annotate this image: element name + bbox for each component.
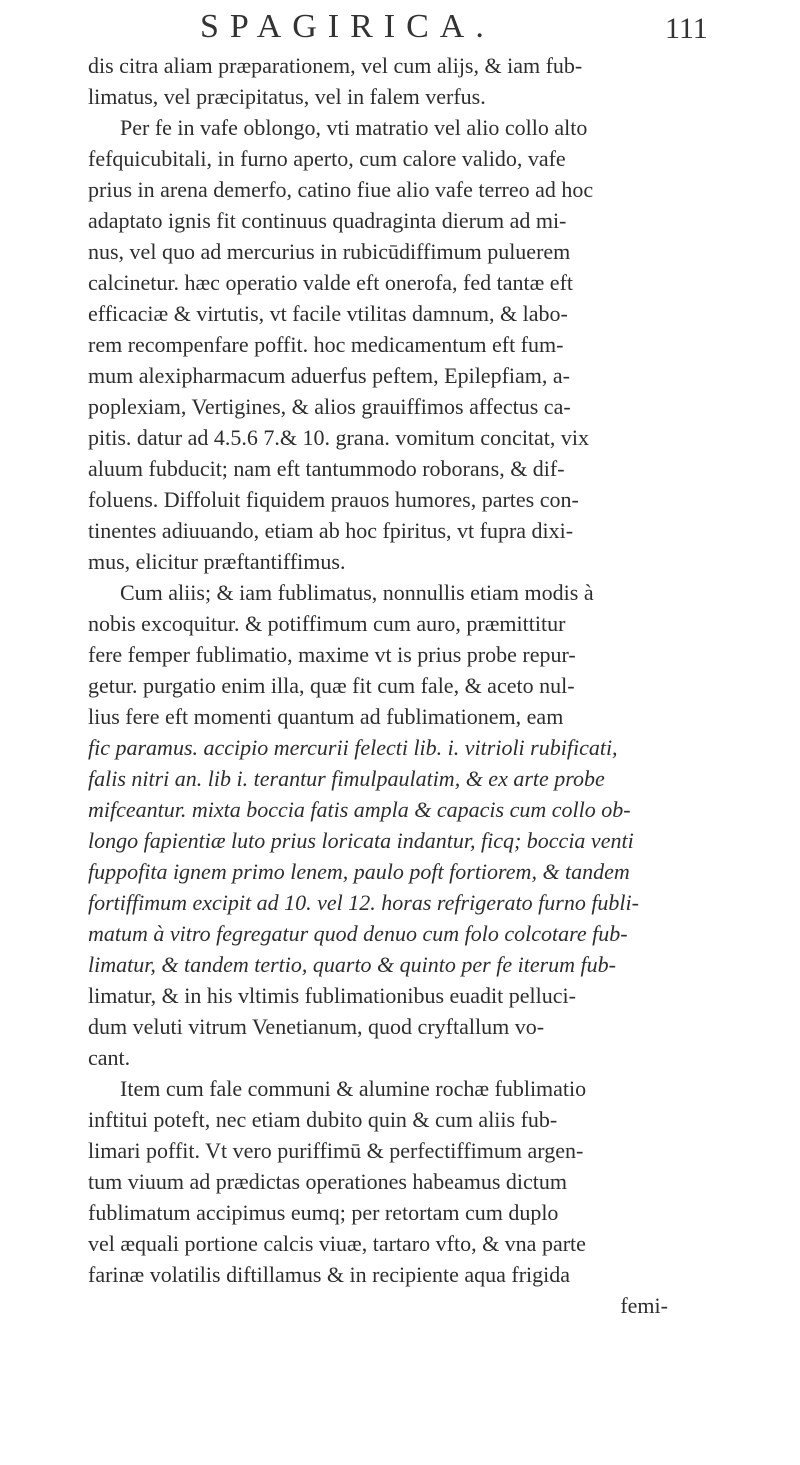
text-line: efficaciæ & virtutis, vt facile vtilitas damnum, & labo- bbox=[88, 301, 568, 326]
text-line: limatur, & in his vltimis fublimationibus euadit pelluci- bbox=[88, 983, 576, 1008]
text-line: mus, elicitur præftantiffimus. bbox=[88, 549, 346, 574]
page-number: 111 bbox=[665, 12, 708, 45]
page-body bbox=[88, 50, 708, 1321]
text-line: vel æquali portione calcis viuæ, tartaro vfto, & vna parte bbox=[88, 1231, 586, 1256]
text-line: dum veluti vitrum Venetianum, quod cryftallum vo- bbox=[88, 1014, 545, 1039]
text-line: fic paramus. accipio mercurii felecti lib. i. vitrioli rubificati, bbox=[88, 735, 618, 760]
text-line: limari poffit. Vt vero puriffimū & perfectiffimum argen- bbox=[88, 1138, 584, 1163]
text-line: limatus, vel præcipitatus, vel in falem verfus. bbox=[88, 84, 486, 109]
text-line: pitis. datur ad 4.5.6 7.& 10. grana. vomitum concitat, vix bbox=[88, 425, 590, 450]
text-line: fublimatum accipimus eumq; per retortam cum duplo bbox=[88, 1200, 559, 1225]
text-line: inftitui poteft, nec etiam dubito quin & cum aliis fub- bbox=[88, 1107, 558, 1132]
text-line: nobis excoquitur. & potiffimum cum auro, præmittitur bbox=[88, 611, 566, 636]
text-line: lius fere eft momenti quantum ad fublimationem, eam bbox=[88, 704, 564, 729]
text-line: fefquicubitali, in furno aperto, cum calore valido, vafe bbox=[88, 146, 566, 171]
text-line: farinæ volatilis diftillamus & in recipiente aqua frigida bbox=[88, 1262, 571, 1287]
text-line: tinentes adiuuando, etiam ab hoc fpiritus, vt fupra dixi- bbox=[88, 518, 574, 543]
text-line: rem recompenfare poffit. hoc medicamentum eft fum- bbox=[88, 332, 564, 357]
text-line: mum alexipharmacum aduerfus peftem, Epilepfiam, a- bbox=[88, 363, 570, 388]
text-line: limatur, & tandem tertio, quarto & quinto per fe iterum fub- bbox=[88, 952, 616, 977]
text-line: fuppofita ignem primo lenem, paulo poft fortiorem, & tandem bbox=[88, 859, 630, 884]
text-line: fortiffimum excipit ad 10. vel 12. horas refrigerato furno fubli- bbox=[88, 890, 639, 915]
text-line: Item cum fale communi & alumine rochæ fublimatio bbox=[120, 1076, 587, 1101]
text-line: prius in arena demerfo, catino fiue alio vafe terreo ad hoc bbox=[88, 177, 594, 202]
text-line: longo fapientiæ luto prius loricata indantur, ficq; boccia venti bbox=[88, 828, 634, 853]
text-line: aluum fubducit; nam eft tantummodo roborans, & dif- bbox=[88, 456, 565, 481]
text-line: dis citra aliam præparationem, vel cum alijs, & iam fub- bbox=[88, 53, 583, 78]
text-line: tum viuum ad prædictas operationes habeamus dictum bbox=[88, 1169, 568, 1194]
text-line: poplexiam, Vertigines, & alios grauiffimos affectus ca- bbox=[88, 394, 571, 419]
text-line: foluens. Diffoluit fiquidem prauos humores, partes con- bbox=[88, 487, 579, 512]
text-line: fere femper fublimatio, maxime vt is prius probe repur- bbox=[88, 642, 576, 667]
text-line: Cum aliis; & iam fublimatus, nonnullis etiam modis à bbox=[120, 580, 594, 605]
text-line: nus, vel quo ad mercurius in rubicūdiffimum puluerem bbox=[88, 239, 571, 264]
text-line: falis nitri an. lib i. terantur fimulpaulatim, & ex arte probe bbox=[88, 766, 605, 791]
text-line: cant. bbox=[88, 1045, 131, 1070]
text-line: femi- bbox=[620, 1293, 668, 1318]
text-line: mifceantur. mixta boccia fatis ampla & capacis cum collo ob- bbox=[88, 797, 631, 822]
text-line: getur. purgatio enim illa, quæ fit cum fale, & aceto nul- bbox=[88, 673, 575, 698]
running-title: SPAGIRICA. bbox=[200, 8, 495, 45]
text-line: matum à vitro fegregatur quod denuo cum folo colcotare fub- bbox=[88, 921, 628, 946]
page-header bbox=[110, 6, 710, 50]
text-line: calcinetur. hæc operatio valde eft onerofa, fed tantæ eft bbox=[88, 270, 574, 295]
text-line: adaptato ignis fit continuus quadraginta dierum ad mi- bbox=[88, 208, 567, 233]
text-line: Per fe in vafe oblongo, vti matratio vel alio collo alto bbox=[120, 115, 588, 140]
